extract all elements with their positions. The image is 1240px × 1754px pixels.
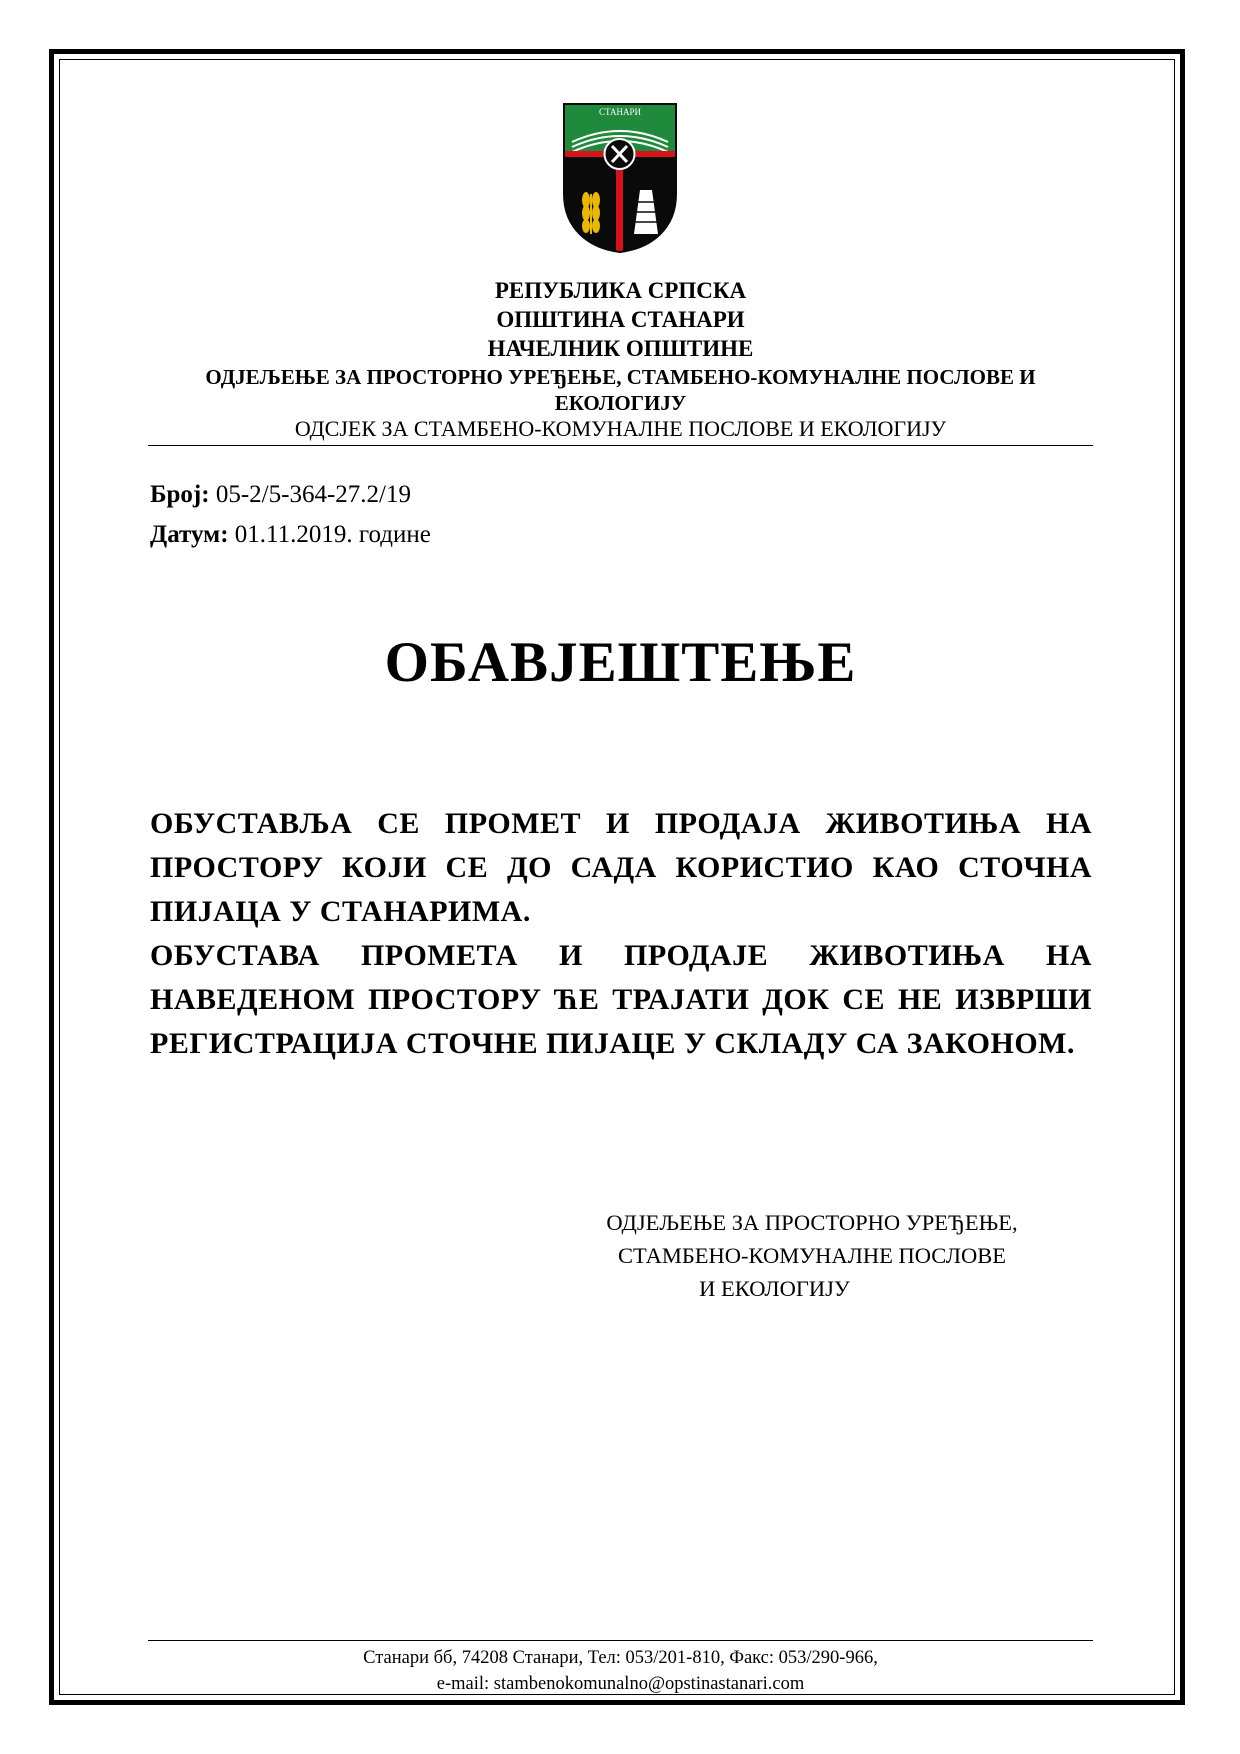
header-department-line2: ЕКОЛОГИЈУ: [554, 391, 687, 415]
header-department-line1: ОДЈЕЉЕЊЕ ЗА ПРОСТОРНО УРЕЂЕЊЕ, СТАМБЕНО-КОМУНАЛНЕ ПОСЛОВЕ И: [205, 365, 1036, 389]
document-date-suffix: . године: [346, 521, 431, 548]
document-meta: [150, 475, 431, 555]
page-title: ОБАВЈЕШТЕЊЕ: [384, 631, 857, 694]
footer-divider: [148, 1640, 1093, 1641]
signature-block: [562, 1206, 1062, 1305]
footer-address: Станари бб, 74208 Станари, Тел: 053/201-810, Факс: 053/290-966,: [363, 1648, 878, 1668]
document-number-label: Број:: [150, 481, 210, 508]
document-date-label: Датум:: [150, 521, 229, 548]
signature-line-2: СТАМБЕНО-КОМУНАЛНЕ ПОСЛОВЕ: [617, 1243, 1007, 1268]
coat-of-arms-icon: [562, 102, 678, 254]
header-mayor: НАЧЕЛНИК ОПШТИНЕ: [487, 336, 754, 361]
document-date-value: 01.11.2019: [234, 521, 347, 548]
header-republic: РЕПУБЛИКА СРПСКА: [494, 278, 747, 303]
document-header: [148, 276, 1093, 442]
signature-line-1: ОДЈЕЉЕЊЕ ЗА ПРОСТОРНО УРЕЂЕЊЕ,: [606, 1210, 1018, 1235]
page-footer: [148, 1645, 1093, 1697]
header-divider: [148, 445, 1093, 446]
footer-email: e-mail: stambenokomunalno@opstinastanari.com: [436, 1674, 805, 1694]
notice-paragraph-2: ОБУСТАВА ПРОМЕТА И ПРОДАЈЕ ЖИВОТИЊА НА НАВЕДЕНОМ ПРОСТОРУ ЋЕ ТРАЈАТИ ДОК СЕ НЕ ИЗВРШИ РЕГИСТРАЦИЈА СТОЧНЕ ПИЈАЦЕ У СКЛАДУ СА ЗАКОНОМ.: [150, 939, 1092, 1060]
document-date: [150, 515, 431, 555]
document-number: [150, 475, 431, 515]
notice-paragraph-1: ОБУСТАВЉА СЕ ПРОМЕТ И ПРОДАЈА ЖИВОТИЊА НА ПРОСТОРУ КОЈИ СЕ ДО САДА КОРИСТИО КАО СТОЧНА ПИЈАЦА У СТАНАРИМА.: [150, 807, 1092, 928]
header-section: ОДСЈЕК ЗА СТАМБЕНО-КОМУНАЛНЕ ПОСЛОВЕ И ЕКОЛОГИЈУ: [294, 416, 947, 441]
notice-body: [150, 802, 1092, 1066]
header-municipality: ОПШТИНА СТАНАРИ: [496, 307, 745, 332]
document-number-value: 05-2/5-364-27.2/19: [215, 481, 411, 508]
header-department: [148, 364, 1093, 416]
signature-line-3: И ЕКОЛОГИЈУ: [699, 1276, 850, 1301]
logo-banner-text: СТАНАРИ: [598, 107, 642, 117]
